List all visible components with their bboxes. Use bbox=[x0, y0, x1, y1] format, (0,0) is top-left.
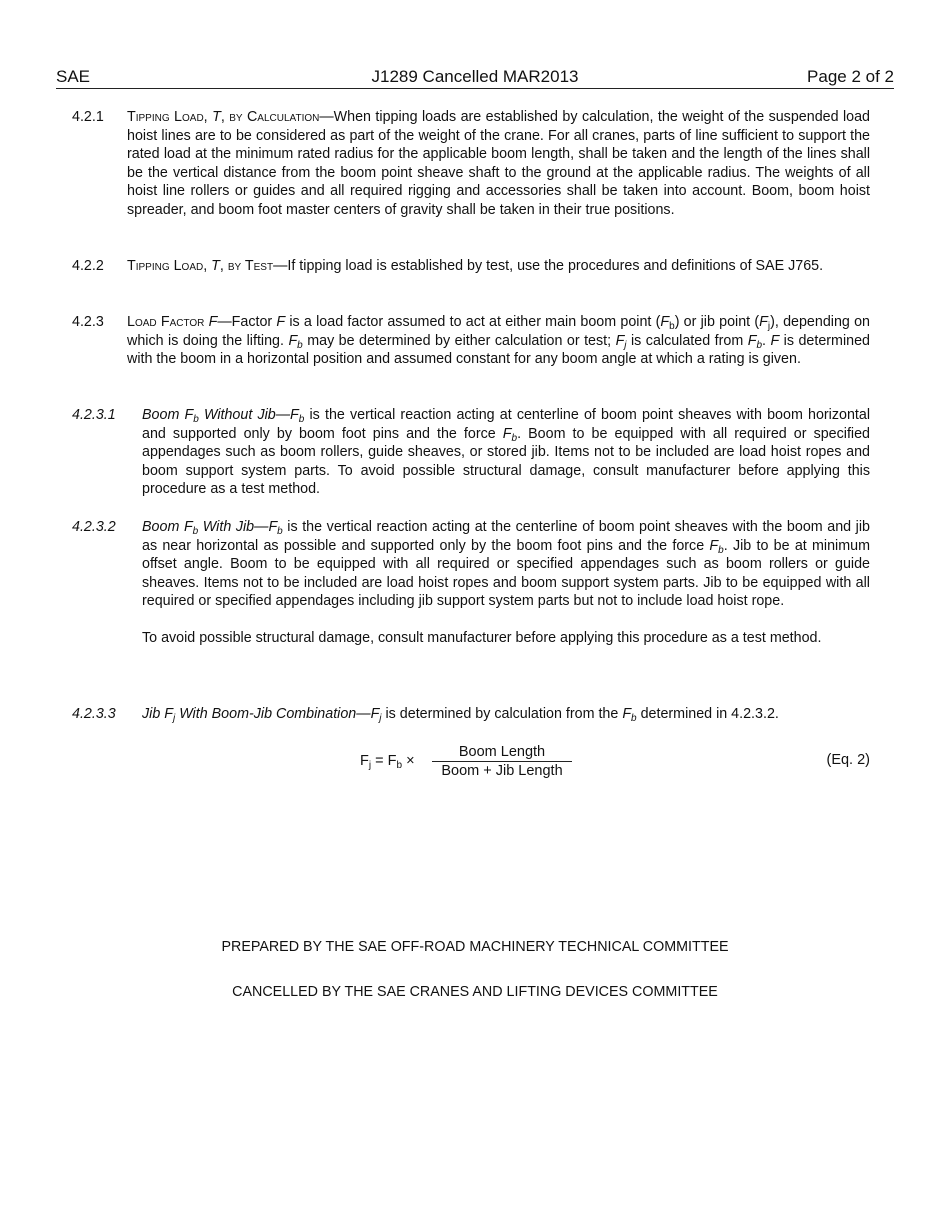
prepared-by-statement: PREPARED BY THE SAE OFF-ROAD MACHINERY TECHNICAL COMMITTEE bbox=[221, 939, 729, 955]
section-body: Load Factor F—Factor F is a load factor assumed to act at either main boom point $(F_b)$ or jib point $(F_j)$, depending on which is doing the lifting. $F_b$ may be determined by either calculation or test; $F_j$ is calculated from $F_b$. F is determined with the boom in a horizontal position and assumed constant for any boom angle at which a rating is given. bbox=[127, 314, 870, 368]
section-4-2-2 bbox=[72, 257, 870, 276]
header-page-number: Page 2 of 2 bbox=[807, 67, 894, 86]
section-4-2-3-2 bbox=[72, 518, 870, 648]
equation-fraction bbox=[432, 744, 572, 779]
section-body bbox=[127, 108, 870, 220]
section-4-2-3 bbox=[72, 313, 870, 369]
equation-label: (Eq. 2) bbox=[826, 752, 870, 768]
section-number: 4.2.2 bbox=[72, 258, 104, 274]
section-text: —When tipping loads are established by calculation, the weight of the suspended load hoist lines are to be considered as part of the weight of the crane. For all cranes, parts of line sufficient to support the rated load at the minimum rated radius for the applicable boom length, shall be taken and the length of the lines shall be the vertical distance from the boom point sheave shaft to the ground at the applicable radius. The weights of all hoist line rollers or guides and all required rigging and accessories shall be taken into account. Boom, boom hoist spreader, and boom foot master centers of gravity shall be taken in their true positions. bbox=[127, 109, 870, 218]
section-number: 4.2.3.1 bbox=[72, 407, 116, 423]
header-document-id: J1289 Cancelled MAR2013 bbox=[371, 67, 579, 86]
section-title: Tipping Load, T, by Calculation bbox=[127, 109, 320, 125]
section-4-2-3-1 bbox=[72, 406, 870, 499]
section-number: 4.2.3.3 bbox=[72, 706, 116, 722]
section-title: Boom $F_b$ Without $Jib—F_b$ bbox=[142, 407, 305, 425]
section-body: Jib $F_j$ With Boom-Jib $Combination—F_j$ is determined by calculation from the $F_b$ determined in 4.2.3.2. bbox=[142, 706, 779, 724]
section-title: Load Factor F bbox=[127, 314, 218, 330]
section-4-2-1 bbox=[72, 108, 870, 220]
section-title: Tipping Load, T, by Test bbox=[127, 258, 274, 274]
section-body bbox=[127, 257, 870, 276]
section-number: 4.2.1 bbox=[72, 109, 104, 125]
fraction-denominator: Boom + Jib Length bbox=[441, 763, 563, 779]
equation-lhs: $F_j = F_b$ × bbox=[360, 753, 415, 771]
section-title: Jib $F_j$ With Boom-Jib $Combination—F_j$ bbox=[142, 706, 382, 724]
fraction-numerator: Boom Length bbox=[432, 744, 572, 762]
section-paragraph-2: To avoid possible structural damage, consult manufacturer before applying this procedure as a test method. bbox=[142, 629, 822, 646]
section-number: 4.2.3.2 bbox=[72, 519, 116, 535]
header-org: SAE bbox=[56, 67, 91, 86]
section-text: —If tipping load is established by test, use the procedures and definitions of SAE J765. bbox=[273, 258, 824, 274]
section-body: Boom $F_b$ With $Jib—F_b$ is the vertical reaction acting at the centerline of boom point sheaves with the boom and jib as near horizontal as possible and supported only by the boom foot pins and the force $F_b$. Jib to be at minimum offset angle. Boom to be equipped with all required or specified appendages such as boom rollers or guide sheaves. Items not to be included are load hoist ropes and boom support system parts. Jib to be equipped with all required or specified appendages including jib support system parts but not to include load hoist rope. bbox=[142, 519, 871, 610]
page-header bbox=[56, 66, 894, 89]
section-4-2-3-3 bbox=[72, 705, 870, 724]
cancelled-by-statement: CANCELLED BY THE SAE CRANES AND LIFTING DEVICES COMMITTEE bbox=[232, 984, 718, 1000]
section-number: 4.2.3 bbox=[72, 314, 104, 330]
section-title: Boom $F_b$ With $Jib—F_b$ bbox=[142, 519, 283, 537]
section-body: Boom $F_b$ Without $Jib—F_b$ is the vertical reaction acting at centerline of boom point sheaves with boom horizontal and supported only by boom foot pins and the force $F_b$. Boom to be equipped with all required or specified appendages such as boom rollers, guide sheaves, or stored jib. Items not to be included are load hoist ropes and boom support system parts. To avoid possible structural damage, consult manufacturer before applying this procedure as a test method. bbox=[142, 407, 871, 498]
